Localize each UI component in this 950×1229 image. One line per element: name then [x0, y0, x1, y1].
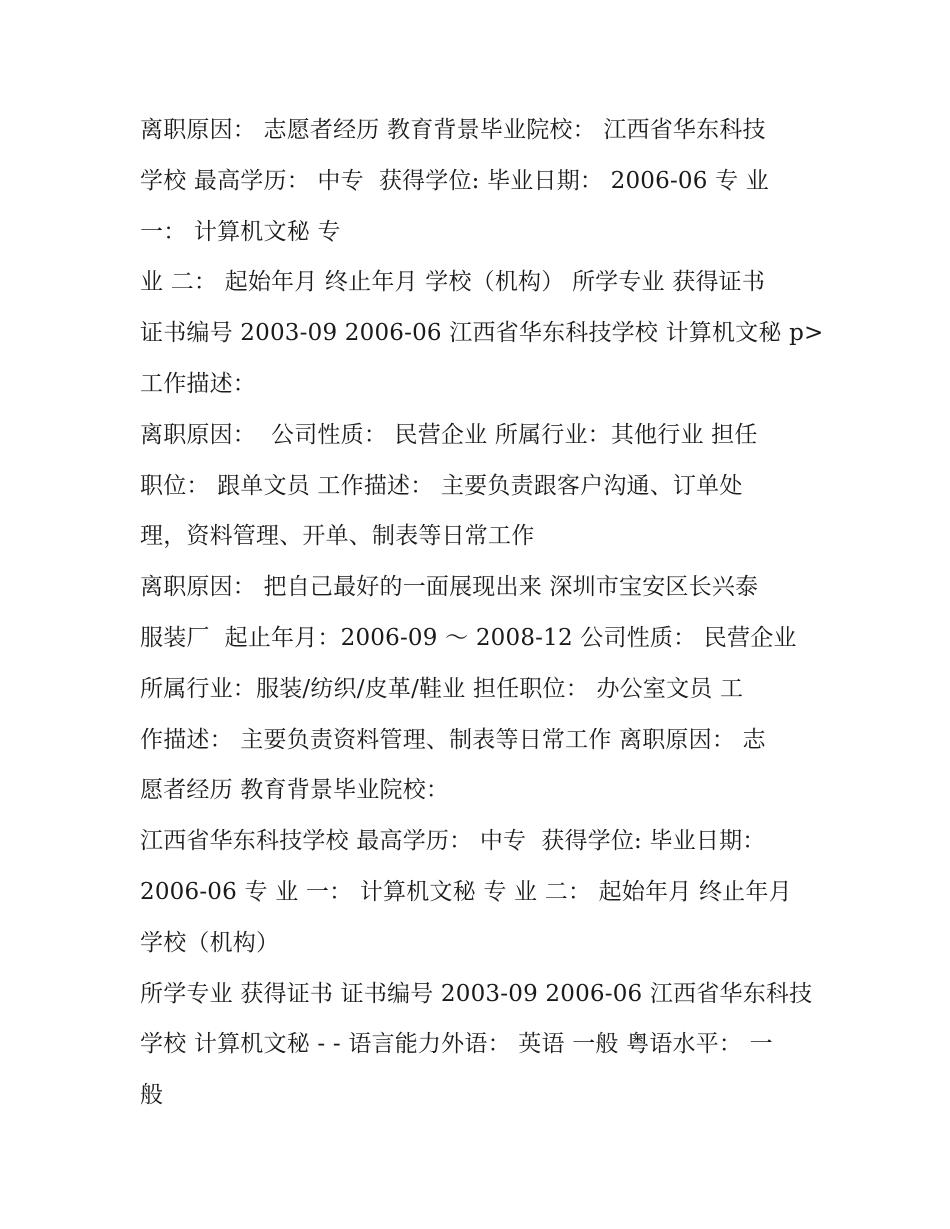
text-line: 理，资料管理、开单、制表等日常工作 [140, 523, 535, 550]
text-line: 业 二： 起始年月 终止年月 学校（机构） 所学专业 获得证书 [140, 269, 766, 296]
paragraph-work-1 [140, 410, 815, 562]
text-line: 愿者经历 教育背景毕业院校： [140, 777, 450, 804]
text-line: 服装厂 起止年月：2006-09 ～ 2008-12 公司性质： 民营企业 [140, 624, 797, 651]
text-line: 职位： 跟单文员 工作描述： 主要负责跟客户沟通、订单处 [140, 472, 743, 499]
text-line: 作描述： 主要负责资料管理、制表等日常工作 离职原因： 志 [140, 726, 766, 753]
text-line: 学校（机构） [140, 929, 280, 956]
paragraph-languages [140, 969, 815, 1121]
text-line: 离职原因： 志愿者经历 教育背景毕业院校： 江西省华东科技 [140, 117, 766, 143]
paragraph-work-2 [140, 562, 815, 816]
text-line: 学校 最高学历： 中专 获得学位: 毕业日期： 2006-06 专 业 [140, 167, 770, 194]
text-line: 学校 计算机文秘 - - 语言能力外语： 英语 一般 粤语水平： 一 [140, 1031, 773, 1058]
text-line: 证书编号 2003-09 2006-06 江西省华东科技学校 计算机文秘 p> [140, 320, 824, 347]
text-line: 2006-06 专 业 一： 计算机文秘 专 业 二： 起始年月 终止年月 [140, 878, 792, 905]
text-line: 离职原因： 公司性质： 民营企业 所属行业：其他行业 担任 [140, 421, 758, 448]
paragraph-education-1 [140, 105, 815, 257]
text-line: 工作描述： [140, 370, 256, 397]
document-body [140, 105, 824, 1121]
paragraph-education-2 [140, 257, 824, 409]
text-line: 般 [140, 1082, 164, 1109]
text-line: 所学专业 获得证书 证书编号 2003-09 2006-06 江西省华东科技 [140, 980, 813, 1007]
text-line: 江西省华东科技学校 最高学历： 中专 获得学位: 毕业日期： [140, 828, 766, 855]
paragraph-education-3 [140, 816, 815, 968]
text-line: 离职原因： 把自己最好的一面展现出来 深圳市宝安区长兴泰 [140, 574, 759, 601]
text-line: 一： 计算机文秘 专 [140, 218, 341, 245]
text-line: 所属行业：服装/纺织/皮革/鞋业 担任职位： 办公室文员 工 [140, 675, 744, 702]
